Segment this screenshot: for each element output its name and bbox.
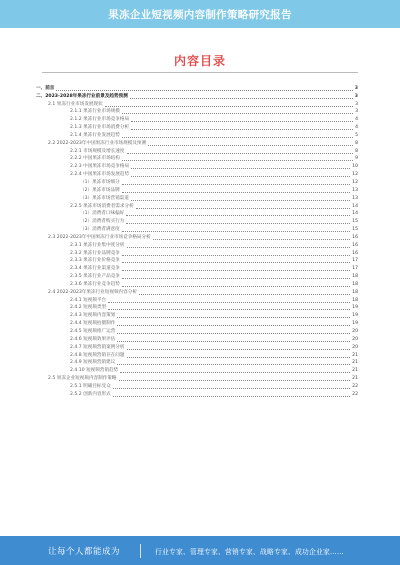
toc-entry-title: 2.4 2022-2023年果冻行业短视频内容分析: [48, 289, 137, 295]
toc-leader-dots: [108, 302, 350, 303]
toc-leader-dots: [108, 309, 350, 310]
toc-entry[interactable]: [36, 178, 358, 186]
toc-entry-title: 2.4.4 短视频拍摄制作: [70, 321, 116, 327]
footer-roles: 行业专家、管理专家、营销专家、战略专家、成功企业家……: [155, 547, 344, 556]
toc-leader-dots: [117, 333, 350, 334]
toc-leader-dots: [126, 223, 350, 224]
toc-entry[interactable]: [36, 280, 358, 288]
toc-entry-page: 5: [355, 132, 358, 138]
toc-entry-title: 2.1.3 果冻行业市场消费分析: [70, 125, 130, 131]
toc-entry-page: 9: [355, 156, 358, 162]
toc-leader-dots: [122, 192, 350, 193]
toc-leader-dots: [122, 137, 353, 138]
report-footer: [0, 536, 400, 565]
toc-entry-page: 3: [354, 85, 358, 91]
toc-entry-page: 15: [352, 219, 358, 225]
toc-leader-dots: [131, 121, 353, 122]
toc-leader-dots: [122, 278, 350, 279]
toc-entry-page: 14: [352, 203, 358, 209]
toc-leader-dots: [139, 294, 350, 295]
toc-entry[interactable]: [36, 225, 358, 233]
toc-entry-page: 20: [352, 344, 358, 350]
toc-entry[interactable]: [36, 359, 358, 367]
toc-entry-title: 2.4.6 短视频效果评估: [70, 336, 116, 342]
toc-entry[interactable]: [36, 233, 358, 241]
toc-entry-title: 2.4.7 短视频营销案例分析: [70, 344, 125, 350]
toc-leader-dots: [131, 176, 350, 177]
toc-entry-title: 2.2.2 中国果冻市场结构: [70, 156, 120, 162]
toc-leader-dots: [117, 317, 350, 318]
toc-entry-page: 18: [352, 289, 358, 295]
footer-divider: [140, 544, 141, 558]
toc-leader-dots: [131, 200, 350, 201]
toc-entry-title: （1）果冻市场细分: [80, 179, 120, 185]
report-title: 果冻企业短视频内容制作策略研究报告: [108, 8, 292, 21]
toc-entry-page: 18: [352, 274, 358, 280]
toc-leader-dots: [119, 380, 351, 381]
toc-leader-dots: [153, 239, 350, 240]
toc-entry-page: 16: [352, 242, 358, 248]
toc-entry-title: 2.4.5 短视频推广运营: [70, 329, 116, 334]
toc-entry[interactable]: [36, 257, 358, 265]
toc-entry-title: （2）果冻市场品牌: [80, 187, 120, 193]
footer-slogan: 让每个人都能成为: [48, 546, 121, 557]
toc-entry[interactable]: [36, 390, 358, 398]
toc-entry[interactable]: [36, 217, 358, 225]
toc-leader-dots: [117, 341, 350, 342]
toc-entry-page: 19: [352, 321, 358, 327]
toc-leader-dots: [127, 357, 351, 358]
toc-entry-title: 2.5.2 创新内容形式: [70, 391, 111, 397]
toc-leader-dots: [122, 262, 350, 263]
toc-leader-dots: [117, 364, 350, 365]
toc-entry-page: 19: [352, 305, 358, 311]
toc-entry-title: 2.3.5 果冻行业产品竞争: [70, 274, 120, 280]
toc-entry[interactable]: [36, 319, 358, 327]
toc-entry-page: 19: [352, 313, 358, 319]
toc-entry-title: 2.1.2 果冻行业市场竞争格局: [70, 117, 130, 123]
toc-leader-dots: [126, 215, 350, 216]
toc-entry-title: （2）消费者购买行为: [80, 219, 125, 225]
toc-entry[interactable]: [36, 264, 358, 272]
toc-leader-dots: [105, 106, 353, 107]
toc-entry[interactable]: [36, 296, 358, 304]
toc-entry-title: 2.2.3 中国果冻市场竞争格局: [70, 164, 130, 170]
toc-entry[interactable]: [36, 327, 358, 335]
toc-leader-dots: [122, 270, 350, 271]
toc-leader-dots: [122, 160, 353, 161]
toc-entry[interactable]: [36, 202, 358, 210]
toc-entry-title: （3）消费者满意度: [80, 227, 120, 233]
toc-leader-dots: [131, 129, 353, 130]
toc-entry-page: 21: [352, 376, 358, 382]
toc-entry-title: （3）果冻市场营销渠道: [80, 195, 129, 201]
toc-entry-title: 2.4.2 短视频类型: [70, 305, 107, 311]
toc-entry-page: 21: [352, 352, 358, 358]
toc-entry-page: 3: [354, 93, 358, 99]
toc-entry[interactable]: [36, 210, 358, 218]
toc-entry[interactable]: [36, 343, 358, 351]
toc-leader-dots: [122, 286, 350, 287]
toc-entry[interactable]: [36, 311, 358, 319]
toc-entry-page: 3: [355, 109, 358, 115]
toc-entry[interactable]: [36, 100, 358, 108]
toc-entry-title: 2.3.6 果冻行业竞争趋势: [70, 281, 120, 287]
toc-entry-page: 8: [355, 148, 358, 154]
toc-entry-title: 2.4.1 短视频平台: [70, 297, 107, 303]
toc-entry[interactable]: [36, 162, 358, 170]
toc-entry-title: 2.2 2022-2023年中国果冻行业市场规模及预测: [48, 140, 147, 146]
toc-entry[interactable]: [36, 351, 358, 359]
toc-entry-title: 2.4.8 短视频营销存在问题: [70, 352, 125, 358]
toc-entry[interactable]: [36, 241, 358, 249]
toc-entry-page: 22: [352, 383, 358, 389]
toc-leader-dots: [117, 325, 350, 326]
toc-entry-title: 2.4.3 短视频内容策划: [70, 313, 116, 319]
report-header: [0, 0, 400, 28]
toc-leader-dots: [122, 255, 350, 256]
toc-entry-title: 2.3 2022-2023年中国果冻行业市场竞争格局分析: [48, 234, 151, 240]
toc-entry-page: 21: [352, 360, 358, 366]
toc-entry[interactable]: [36, 155, 358, 163]
toc-entry[interactable]: [36, 123, 358, 131]
toc-leader-dots: [127, 153, 354, 154]
toc-entry-page: 17: [352, 258, 358, 264]
toc-leader-dots: [113, 388, 350, 389]
toc-entry[interactable]: [36, 170, 358, 178]
toc-entry-page: 4: [355, 117, 358, 123]
toc-entry[interactable]: [36, 115, 358, 123]
toc-entry-title: 2.5 果冻企业短视频内容制作策略: [48, 376, 117, 382]
toc-entry-title: 2.4.10 短视频营销趋势: [70, 368, 119, 374]
toc-entry[interactable]: [36, 249, 358, 257]
toc-entry-title: （1）消费者口味偏好: [80, 211, 125, 217]
toc-leader-dots: [120, 372, 350, 373]
toc-entry[interactable]: [36, 131, 358, 139]
toc-entry-page: 13: [352, 187, 358, 193]
toc-entry[interactable]: [36, 186, 358, 194]
toc-leader-dots: [127, 247, 351, 248]
toc-leader-dots: [130, 98, 353, 99]
toc-leader-dots: [131, 168, 350, 169]
toc-entry-page: 17: [352, 266, 358, 272]
toc-entry[interactable]: [36, 382, 358, 390]
toc-entry-title: 2.2.5 果冻市场消费者需求分析: [70, 203, 134, 209]
toc-entry[interactable]: [36, 366, 358, 374]
toc-leader-dots: [122, 231, 350, 232]
toc-leader-dots: [136, 208, 350, 209]
toc-entry-title: 2.4.9 短视频营销建议: [70, 360, 116, 366]
toc-entry-page: 4: [355, 125, 358, 131]
toc-entry[interactable]: [36, 194, 358, 202]
toc-entry[interactable]: [36, 374, 358, 382]
toc-entry[interactable]: [36, 288, 358, 296]
toc-leader-dots: [122, 113, 353, 114]
toc-entry-title: 2.1 果冻行业市场发展现状: [48, 101, 103, 107]
toc-entry-title: 2.1.4 果冻行业发展趋势: [70, 132, 120, 138]
toc-leader-dots: [56, 90, 352, 91]
toc-entry[interactable]: [36, 335, 358, 343]
toc-entry-page: 12: [352, 172, 358, 178]
toc-leader-dots: [148, 145, 353, 146]
toc-entry-title: 2.3.1 果冻行业集中度分析: [70, 242, 125, 248]
toc-entry-page: 13: [352, 195, 358, 201]
toc-leader-dots: [113, 396, 350, 397]
toc-heading: 内容目录: [173, 54, 226, 68]
toc-leader-dots: [122, 184, 350, 185]
toc-entry[interactable]: [36, 84, 358, 92]
toc-leader-dots: [127, 349, 351, 350]
toc-entry-page: 8: [355, 140, 358, 146]
toc-entry-page: 20: [352, 329, 358, 334]
toc-entry-page: 15: [352, 227, 358, 233]
toc-entry-title: 2.5.1 明确目标受众: [70, 383, 111, 389]
toc-entry-page: 10: [352, 164, 358, 170]
toc-entry-page: 18: [352, 281, 358, 287]
toc-entry[interactable]: [36, 147, 358, 155]
toc-entry-title: 一、前言: [36, 85, 55, 91]
toc-entry-title: 2.1.1 果冻行业市场规模: [70, 109, 120, 115]
toc-entry-title: 二、2023-2028年果冻行业前景及趋势预测: [36, 93, 128, 99]
toc-entry[interactable]: [36, 304, 358, 312]
toc-entry-title: 2.3.4 果冻行业渠道竞争: [70, 266, 120, 272]
toc-divider: [42, 72, 358, 73]
toc-entry-page: 14: [352, 211, 358, 217]
toc-entry[interactable]: [36, 92, 358, 100]
toc-entry-page: 18: [352, 297, 358, 303]
toc-entry-page: 16: [352, 234, 358, 240]
toc-entry-page: 16: [352, 250, 358, 256]
toc-entry[interactable]: [36, 139, 358, 147]
toc-entry[interactable]: [36, 108, 358, 116]
toc-entry-page: 20: [352, 336, 358, 342]
toc-entry-page: 21: [352, 368, 358, 374]
toc-entry-page: 3: [355, 101, 358, 107]
toc-entry-title: 2.3.2 果冻行业品牌竞争: [70, 250, 120, 256]
toc-entry-title: 2.2.1 市场规模及增长速度: [70, 148, 125, 154]
table-of-contents: [36, 84, 358, 398]
toc-entry-page: 22: [352, 391, 358, 397]
toc-entry[interactable]: [36, 272, 358, 280]
toc-entry-title: 2.2.4 中国果冻市场发展趋势: [70, 172, 130, 178]
toc-entry-title: 2.3.3 果冻行业价格竞争: [70, 258, 120, 264]
toc-entry-page: 12: [352, 179, 358, 185]
